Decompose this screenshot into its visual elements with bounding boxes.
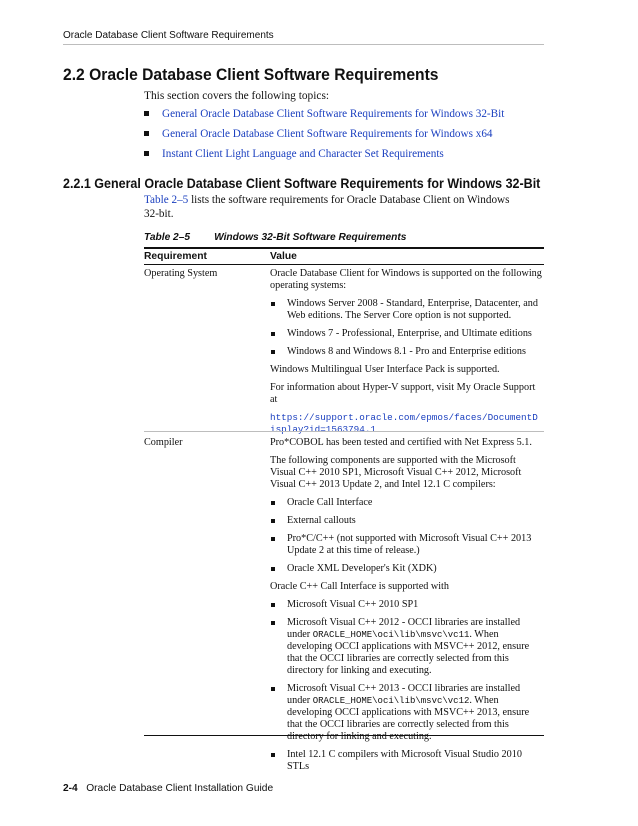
row-divider xyxy=(144,431,544,432)
page-footer xyxy=(63,783,273,794)
list-item: External callouts xyxy=(270,515,542,527)
value-text: For information about Hyper-V support, visit My Oracle Support at xyxy=(270,382,536,405)
list-item: Windows Server 2008 - Standard, Enterprise, Datacenter, and Web editions. The Server Core option is not supported. xyxy=(270,298,542,322)
code-path: ORACLE_HOME\oci\lib\msvc\vc12 xyxy=(312,696,470,706)
bullet-icon xyxy=(271,603,275,607)
value-text: Windows Multilingual User Interface Pack is supported. xyxy=(270,364,500,375)
page-number: 2-4 xyxy=(63,783,78,794)
bullet-icon xyxy=(144,151,149,156)
list-item: Oracle XML Developer's Kit (XDK) xyxy=(270,563,542,575)
list-item: Pro*C/C++ (not supported with Microsoft Visual C++ 2013 Update 2 at this time of release.) xyxy=(270,533,542,557)
table-top-rule xyxy=(144,247,544,249)
bullet-icon xyxy=(271,567,275,571)
value-text: Oracle Database Client for Windows is supported on the following operating systems: xyxy=(270,268,542,291)
value-text: Pro*COBOL has been tested and certified with Net Express 5.1. xyxy=(270,437,532,448)
topic-link[interactable]: Instant Client Light Language and Character Set Requirements xyxy=(144,146,504,166)
bullet-icon xyxy=(271,519,275,523)
header-rule xyxy=(63,44,544,45)
bullet-icon xyxy=(144,131,149,136)
section-intro: This section covers the following topics: xyxy=(144,90,330,102)
column-header: Value xyxy=(270,251,297,262)
bullet-icon xyxy=(271,350,275,354)
bullet-icon xyxy=(271,332,275,336)
list-item: Microsoft Visual C++ 2012 - OCCI libraries are installed under ORACLE_HOME\oci\lib\msvc\vc11. When developing OCCI applications with MSVC++ 2012, ensure that the OCCI libraries are correctly selected from this directory for linking and executing. xyxy=(270,617,542,677)
subsection-heading: 2.2.1 General Oracle Database Client Software Requirements for Windows 32-Bit xyxy=(63,176,541,191)
bullet-icon xyxy=(144,111,149,116)
bullet-icon xyxy=(271,537,275,541)
list-item: Windows 7 - Professional, Enterprise, and Ultimate editions xyxy=(270,328,542,340)
table-caption: Table 2–5 Windows 32-Bit Software Requirements xyxy=(144,232,407,243)
table-link[interactable]: Table 2–5 xyxy=(144,194,189,206)
list-item: Microsoft Visual C++ 2013 - OCCI libraries are installed under ORACLE_HOME\oci\lib\msvc\vc12. When developing OCCI applications with MSVC++ 2013, ensure that the OCCI libraries are correctly selected from this directory for linking and executing. xyxy=(270,683,542,743)
list-item: Oracle Call Interface xyxy=(270,497,542,509)
bullet-icon xyxy=(271,302,275,306)
requirement-cell: Operating System xyxy=(144,268,218,279)
os-list xyxy=(270,298,542,358)
bullet-icon xyxy=(271,501,275,505)
table-bottom-rule xyxy=(144,735,544,736)
subsection-paragraph: Table 2–5 lists the software requirements for Oracle Database Client on Windows 32-bit. xyxy=(144,194,510,220)
table-header-rule xyxy=(144,264,544,265)
column-header: Requirement xyxy=(144,251,207,262)
book-title: Oracle Database Client Installation Guide xyxy=(86,783,274,794)
list-item: Windows 8 and Windows 8.1 - Pro and Enterprise editions xyxy=(270,346,542,358)
running-head: Oracle Database Client Software Requirements xyxy=(63,30,274,41)
topic-link[interactable]: General Oracle Database Client Software Requirements for Windows x64 xyxy=(144,126,504,146)
bullet-icon xyxy=(271,687,275,691)
requirement-cell: Compiler xyxy=(144,437,183,448)
bullet-icon xyxy=(271,621,275,625)
topic-list xyxy=(144,106,504,166)
value-cell xyxy=(270,437,542,779)
topic-link[interactable]: General Oracle Database Client Software Requirements for Windows 32-Bit xyxy=(144,106,504,126)
occi-list xyxy=(270,599,542,773)
value-text: The following components are supported with the Microsoft Visual C++ 2010 SP1, Microsoft Visual C++ 2012, Microsoft Visual C++ 2013 Update 2, and Intel 12.1 C compilers: xyxy=(270,455,522,490)
support-url-link[interactable]: https://support.oracle.com/epmos/faces/DocumentDisplay?id=1563794.1 xyxy=(270,412,538,435)
components-list xyxy=(270,497,542,575)
value-text: Oracle C++ Call Interface is supported with xyxy=(270,581,449,592)
section-heading: 2.2 Oracle Database Client Software Requirements xyxy=(63,65,439,84)
code-path: ORACLE_HOME\oci\lib\msvc\vc11 xyxy=(312,630,470,640)
list-item: Intel 12.1 C compilers with Microsoft Visual Studio 2010 STLs xyxy=(270,749,542,773)
value-cell xyxy=(270,268,542,442)
bullet-icon xyxy=(271,753,275,757)
list-item: Microsoft Visual C++ 2010 SP1 xyxy=(270,599,542,611)
